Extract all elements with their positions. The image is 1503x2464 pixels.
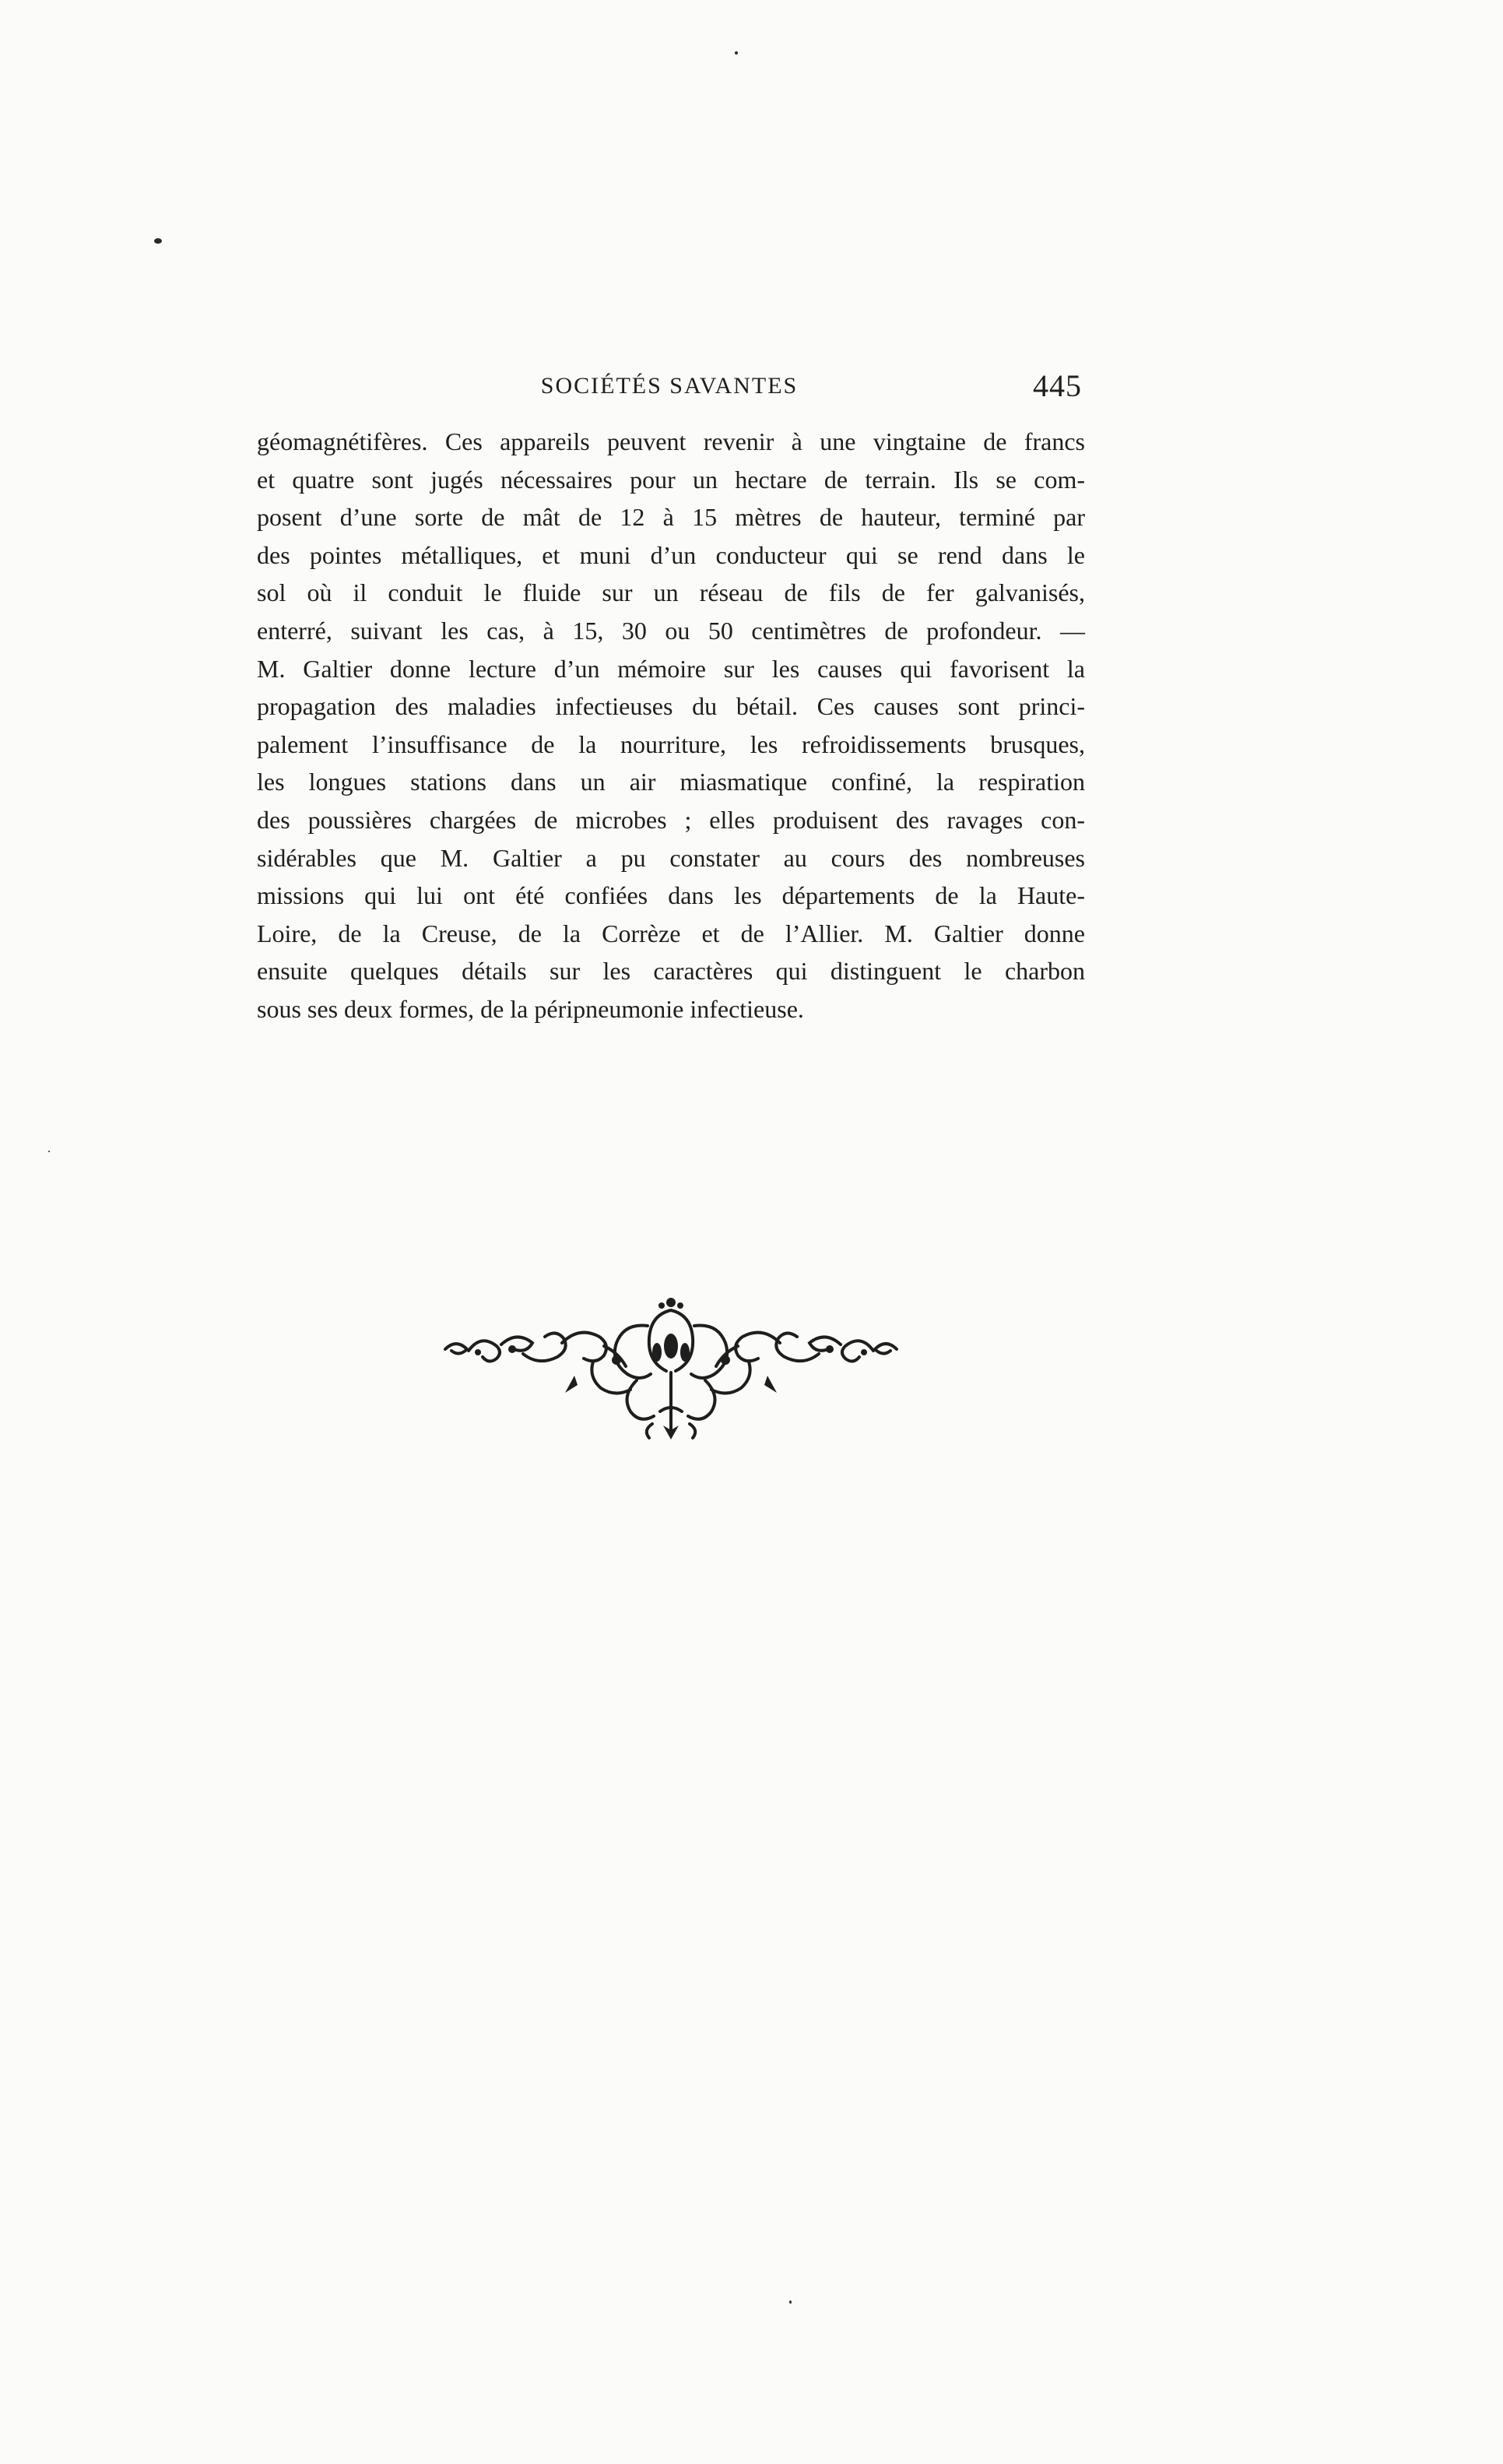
page-header (257, 368, 1082, 417)
fleuron-tailpiece-icon (437, 1295, 904, 1443)
text-line: des pointes métalliques, et muni d’un conducteur qui se rend dans le (257, 540, 1085, 569)
text-line: missions qui lui ont été confiées dans les départements de la Haute- (257, 881, 1085, 910)
text-line: palement l’insuffisance de la nourriture, les refroidissements brusques, (257, 729, 1085, 758)
page-number: 445 (1033, 368, 1082, 403)
body-paragraph (257, 423, 1085, 1028)
scan-speck (154, 238, 162, 244)
text-line: enterré, suivant les cas, à 15, 30 ou 50 centimètres de profondeur. — (257, 616, 1085, 645)
text-line: posent d’une sorte de mât de 12 à 15 mètres de hauteur, terminé par (257, 503, 1085, 532)
scan-speck (789, 2301, 792, 2304)
running-head: SOCIÉTÉS SAVANTES (540, 373, 799, 399)
text-line: propagation des maladies infectieuses du bétail. Ces causes sont princi- (257, 692, 1085, 721)
text-line: ensuite quelques détails sur les caractères qui distinguent le charbon (257, 957, 1085, 986)
text-line: les longues stations dans un air miasmatique confiné, la respiration (257, 768, 1085, 796)
text-line: géomagnétifères. Ces appareils peuvent revenir à une vingtaine de francs (257, 427, 1085, 455)
text-line: sidérables que M. Galtier a pu constater au cours des nombreuses (257, 843, 1085, 872)
scan-speck (735, 51, 738, 54)
text-line: et quatre sont jugés nécessaires pour un hectare de terrain. Ils se com- (257, 465, 1085, 494)
text-line: sous ses deux formes, de la péripneumonie infectieuse. (257, 994, 804, 1023)
text-line: M. Galtier donne lecture d’un mémoire sur les causes qui favorisent la (257, 654, 1085, 683)
text-line: Loire, de la Creuse, de la Corrèze et de l’Allier. M. Galtier donne (257, 919, 1085, 947)
text-line: sol où il conduit le fluide sur un réseau de fils de fer galvanisés, (257, 578, 1085, 607)
text-line: des poussières chargées de microbes ; elles produisent des ravages con- (257, 805, 1085, 834)
scan-speck (48, 1151, 50, 1152)
